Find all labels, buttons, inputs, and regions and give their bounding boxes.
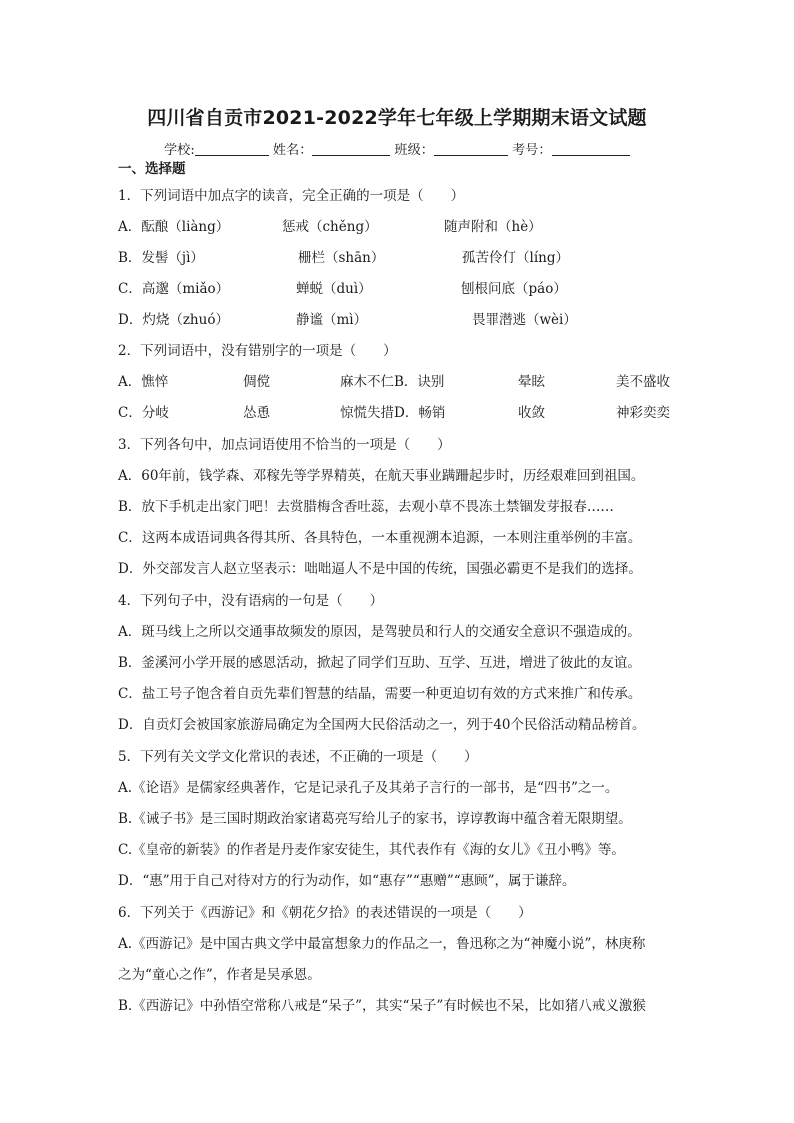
q4-option-b: B．釜溪河小学开展的感恩活动，掀起了同学们互助、互学、互进，增进了彼此的友谊。 bbox=[118, 655, 641, 671]
q1-option-d-3: 畏罪潜逃（wèi） bbox=[472, 312, 577, 328]
q1-option-c-3: 刨根问底（páo） bbox=[461, 281, 567, 297]
section-heading: 一、选择题 bbox=[118, 161, 186, 177]
student-info-row bbox=[164, 139, 634, 158]
q1-option-a-3: 随声附和（hè） bbox=[444, 219, 542, 235]
school-blank[interactable] bbox=[195, 141, 269, 156]
q3-option-d: D．外交部发言人赵立坚表示：咄咄逼人不是中国的传统，国强必霸更不是我们的选择。 bbox=[118, 561, 642, 577]
q3-option-a: A．60年前，钱学森、邓稼先等学界精英，在航天事业蹒跚起步时，历经艰难回到祖国。 bbox=[118, 468, 645, 484]
q1-option-b-3: 孤苦伶仃（líng） bbox=[462, 250, 569, 266]
q2-cell-8: 惊慌失措D．畅销 bbox=[340, 405, 446, 421]
q1-option-d-1: D．灼烧（zhuó） bbox=[118, 312, 229, 328]
name-label: 姓名： bbox=[272, 143, 313, 158]
q1-option-a-2: 惩戒（chěng） bbox=[282, 219, 378, 235]
school-label: 学校: bbox=[164, 143, 195, 158]
q4-stem: 4．下列句子中，没有语病的一句是（ ） bbox=[118, 593, 384, 609]
q2-cell-5: 美不盛收 bbox=[616, 374, 670, 390]
q2-cell-10: 神彩奕奕 bbox=[616, 405, 670, 421]
q1-option-a-1: A．酝酿（liàng） bbox=[118, 219, 230, 235]
class-label: 班级： bbox=[394, 143, 434, 158]
q6-option-b-line1: B.《西游记》中孙悟空常称八戒是“呆子”，其实“呆子”有时候也不呆，比如猪八戒义激猴 bbox=[118, 998, 646, 1014]
q1-option-c-1: C．高邈（miǎo） bbox=[118, 281, 230, 297]
q4-option-c: C．盐工号子饱含着自贡先辈们智慧的结晶，需要一种更迫切有效的方式来推广和传承。 bbox=[118, 686, 642, 702]
q6-option-a-line1: A.《西游记》是中国古典文学中最富想象力的作品之一，鲁迅称之为“神魔小说”，林庚称 bbox=[118, 936, 646, 952]
q5-option-d: D．“惠”用于自己对待对方的行为动作，如“惠存”“惠赠”“惠顾”，属于谦辞。 bbox=[118, 873, 576, 889]
q5-option-a: A.《论语》是儒家经典著作，它是记录孔子及其弟子言行的一部书，是“四书”之一。 bbox=[118, 780, 619, 796]
q2-cell-7: 怂恿 bbox=[243, 405, 270, 421]
q2-cell-3: 麻木不仁B．诀别 bbox=[340, 374, 445, 390]
q3-option-c: C．这两本成语词典各得其所、各具特色，一本重视溯本追源，一本则注重举例的丰富。 bbox=[118, 530, 642, 546]
name-blank[interactable] bbox=[312, 141, 390, 156]
page-title: 四川省自贡市2021-2022学年七年级上学期期末语文试题 bbox=[147, 107, 647, 129]
q5-option-b: B.《诫子书》是三国时期政治家诸葛亮写给儿子的家书，谆谆教诲中蕴含着无限期望。 bbox=[118, 811, 632, 827]
q2-cell-4: 晕眩 bbox=[518, 374, 545, 390]
q6-option-a-line2: 之为“童心之作”，作者是吴承恩。 bbox=[118, 967, 321, 983]
q2-cell-1: A．憔悴 bbox=[118, 374, 169, 390]
exam-no-label: 考号： bbox=[511, 143, 552, 158]
q3-option-b: B．放下手机走出家门吧！去赏腊梅含香吐蕊，去观小草不畏冻土禁锢发芽报春…… bbox=[118, 499, 614, 515]
q2-cell-6: C．分岐 bbox=[118, 405, 169, 421]
q3-stem: 3．下列各句中，加点词语使用不恰当的一项是（ ） bbox=[118, 437, 451, 453]
q1-option-b-2: 栅栏（shān） bbox=[298, 250, 385, 266]
class-blank[interactable] bbox=[434, 141, 508, 156]
q4-option-a: A．斑马线上之所以交通事故频发的原因，是驾驶员和行人的交通安全意识不强造成的。 bbox=[118, 624, 641, 640]
q2-cell-9: 收敛 bbox=[518, 405, 545, 421]
q1-option-c-2: 蝉蜕（duì） bbox=[296, 281, 372, 297]
q1-option-b-1: B．发髻（jì） bbox=[118, 250, 204, 266]
q5-stem: 5．下列有关文学文化常识的表述，不正确的一项是（ ） bbox=[118, 749, 478, 765]
q1-stem: 1．下列词语中加点字的读音，完全正确的一项是（ ） bbox=[118, 188, 465, 204]
q1-option-d-2: 静谧（mì） bbox=[296, 312, 368, 328]
q2-cell-2: 倜傥 bbox=[243, 374, 270, 390]
q4-option-d: D．自贡灯会被国家旅游局确定为全国两大民俗活动之一，列于40个民俗活动精品榜首。 bbox=[118, 717, 646, 733]
q5-option-c: C.《皇帝的新装》的作者是丹麦作家安徒生，其代表作有《海的女儿》《丑小鸭》等。 bbox=[118, 842, 625, 858]
q6-stem: 6．下列关于《西游记》和《朝花夕拾》的表述错误的一项是（ ） bbox=[118, 905, 532, 921]
exam-no-blank[interactable] bbox=[552, 141, 630, 156]
q2-stem: 2．下列词语中，没有错别字的一项是（ ） bbox=[118, 343, 397, 359]
